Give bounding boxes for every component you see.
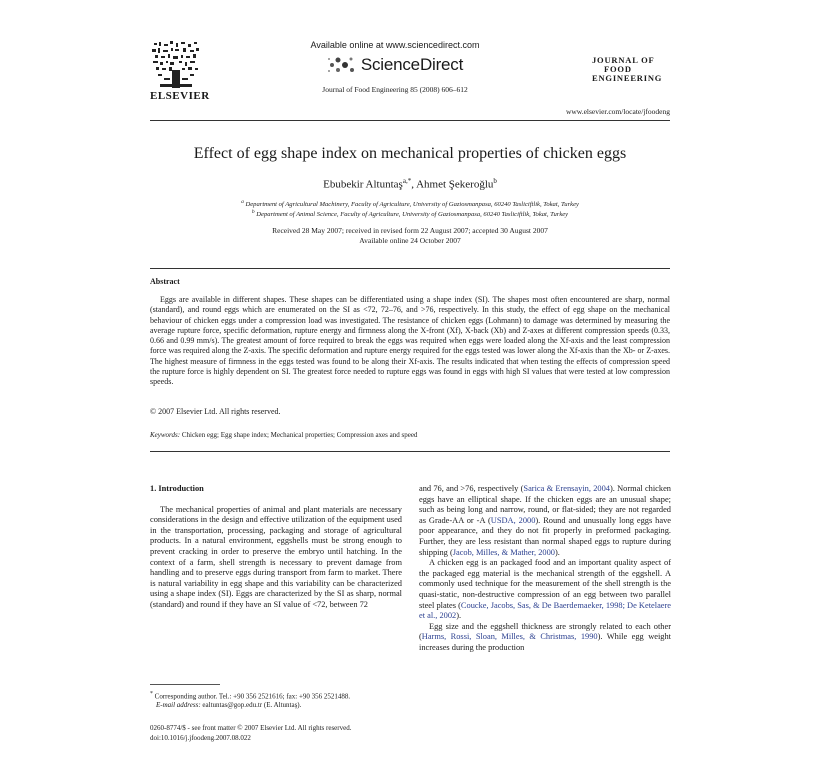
article-title: Effect of egg shape index on mechanical properties of chicken eggs bbox=[193, 145, 627, 162]
elsevier-logo bbox=[150, 40, 210, 102]
journal-citation: Journal of Food Engineering 85 (2008) 606–612 bbox=[322, 85, 468, 94]
author-name: Ebubekir Altuntaş bbox=[323, 178, 403, 191]
paragraph: A chicken egg is an packaged food and an important quality aspect of the packaged egg material is the mechanical strength of the eggshell. A commonly used technique for the measurement of the shell strength is the quasi-static, non-destructive compression of an egg between two parallel steel plates (Coucke, Jacobs, Sas, & De Baerdemaeker, 1998; De Ketelaere et al., 2002). bbox=[419, 558, 672, 621]
author-list: Ebubekir Altuntaş$^{a,*}$, Ahmet Şekeroğlu$^b$ bbox=[323, 177, 497, 191]
online-date: Available online 24 October 2007 bbox=[359, 236, 461, 245]
publisher-name: ELSEVIER bbox=[150, 90, 210, 102]
corresponding-author: Corresponding author. Tel.: +90 356 2521616; fax: +90 356 2521488. bbox=[154, 692, 351, 701]
doi-line[interactable]: doi:10.1016/j.jfoodeng.2007.08.022 bbox=[150, 733, 251, 742]
citation-link[interactable]: USDA, 2000 bbox=[490, 515, 536, 525]
abstract-bottom-rule bbox=[150, 451, 670, 452]
keywords-list: Chicken egg; Egg shape index; Mechanical properties; Compression axes and speed bbox=[181, 431, 418, 439]
citation-link[interactable]: Jacob, Milles, & Mather, 2000 bbox=[452, 547, 555, 557]
paragraph: and 76, and >76, respectively (Sarica & Erensayin, 2004). Normal chicken eggs have an elliptical shape. If the chicken eggs are an unusual shape; such as being long and narrow, round, or flat-sided; they are not regarded as Grade-AA or -A (USDA, 2000). Round and unusually long eggs have poor appearance, and they do not fit properly in preformed packaging. Further, they are less resistant than normal shaped eggs to rupture during shipping (Jacob, Milles, & Mather, 2000). bbox=[419, 484, 671, 557]
footnote-rule bbox=[150, 684, 220, 685]
email-label: E-mail address: bbox=[156, 701, 201, 710]
citation-link[interactable]: Harms, Rossi, Sloan, Milles, & Christmas, 1990 bbox=[421, 632, 598, 642]
left-column bbox=[150, 484, 402, 611]
sciencedirect-wordmark: ScienceDirect bbox=[360, 55, 464, 74]
citation-link[interactable]: Coucke, Jacobs, Sas, & De Baerdemaeker, 1998; De Ketelaere et al., 2002 bbox=[419, 600, 672, 621]
journal-url[interactable]: www.elsevier.com/locate/jfoodeng bbox=[565, 107, 670, 116]
corresponding-footnote: * Corresponding author. Tel.: +90 356 2521616; fax: +90 356 2521488. E-mail address: ealtuntas@gop.edu.tr (E. Altuntaş). bbox=[150, 691, 351, 710]
abstract-text: Eggs are available in different shapes. These shapes can be differentiated using a shape index (SI). The shapes most often encountered are sharp, normal (standard), and round eggs which are enumerated on the SI as <72, 72–76, and >76, respectively. In this study, the effect of egg shape on the mechanical behaviour of chicken eggs under a compression load was investigated. The resistance of chicken eggs (Lohmann) to damage was determined by measuring the average rupture force, specific deformation, rupture energy and firmness along the X-front (Xf), X-back (Xb) and Z-axes at different compression speeds (0.33, 0.66 and 0.99 mm/s). The greatest amount of force required to break the eggs was required when eggs were loaded along the Xf-axis and the least compression force was required along the Z-axis. The specific deformation and rupture energy required for the eggs tested was lower along the Xf-axis than the Xb- or Z-axes. The highest measure of firmness in the eggs tested was found to be along their Xf-axis. The results indicated that when testing the effects of compression speed the rupture force is highly dependent on SI. The greatest force needed to rupture eggs was found in eggs with high SI values that were tested at low compression speeds. bbox=[150, 295, 670, 387]
author-name: Ahmet Şekeroğlu bbox=[416, 178, 494, 191]
affiliation-b: $^b$ Department of Animal Science, Faculty of Agriculture, University of Gaziosmanpasa, 60240 Tasliciftlik, Tokat, Turkey bbox=[251, 209, 569, 219]
right-column bbox=[419, 484, 671, 654]
keywords-label: Keywords: bbox=[150, 431, 181, 439]
issn-line: 0260-8774/$ - see front matter © 2007 Elsevier Ltd. All rights reserved. bbox=[150, 724, 352, 732]
paragraph: Egg size and the eggshell thickness are strongly related to each other (Harms, Rossi, Sloan, Milles, & Christmas, 1990). While egg weight increases during the production bbox=[419, 621, 671, 652]
section-heading: 1. Introduction bbox=[150, 484, 204, 493]
author-affil-mark: b bbox=[493, 177, 497, 185]
email-address[interactable]: ealtuntas@gop.edu.tr (E. Altuntaş). bbox=[202, 701, 302, 710]
journal-name: JOURNAL OF FOOD ENGINEERING bbox=[592, 55, 663, 83]
paragraph: The mechanical properties of animal and plant materials are necessary considerations in the design and effective utilization of the equipment used in the transportation, processing, packaging and storage of agricultural products. In a natural environment, eggshells must be strong enough to prevent cracking in order to preserve the embryo until hatching. In the context of a farm, shell strength is necessary to prevent damage from handling and to preserve eggs during transport from farm to market. There is natural variability in egg shape and this variability can be characterized using a shape index (SI). Eggs are characterized by the SI as sharp, normal (standard) and round if they have an SI value of <72, between 72 bbox=[150, 504, 402, 609]
sciencedirect-dots-icon bbox=[327, 55, 357, 75]
header-rule bbox=[150, 120, 670, 121]
keywords bbox=[150, 431, 417, 439]
front-matter-footer bbox=[150, 724, 351, 743]
received-dates: Received 28 May 2007; received in revised form 22 August 2007; accepted 30 August 2007 bbox=[272, 226, 548, 235]
sciencedirect-logo bbox=[290, 55, 500, 75]
abstract-heading: Abstract bbox=[150, 277, 180, 286]
elsevier-tree-icon bbox=[150, 40, 202, 90]
abstract-top-rule bbox=[150, 268, 670, 269]
sciencedirect-header bbox=[290, 40, 500, 94]
citation-link[interactable]: Sarica & Erensayin, 2004 bbox=[523, 484, 610, 493]
affiliation-a: $^a$ Department of Agricultural Machinery, Faculty of Agriculture, University of Gaziosmanpasa, 60240 Tasliciftlik, Tokat, Turkey bbox=[241, 199, 579, 209]
abstract-copyright: © 2007 Elsevier Ltd. All rights reserved. bbox=[150, 407, 281, 416]
author-affil-mark: a,* bbox=[402, 177, 412, 185]
availability-notice: Available online at www.sciencedirect.com bbox=[310, 40, 480, 50]
